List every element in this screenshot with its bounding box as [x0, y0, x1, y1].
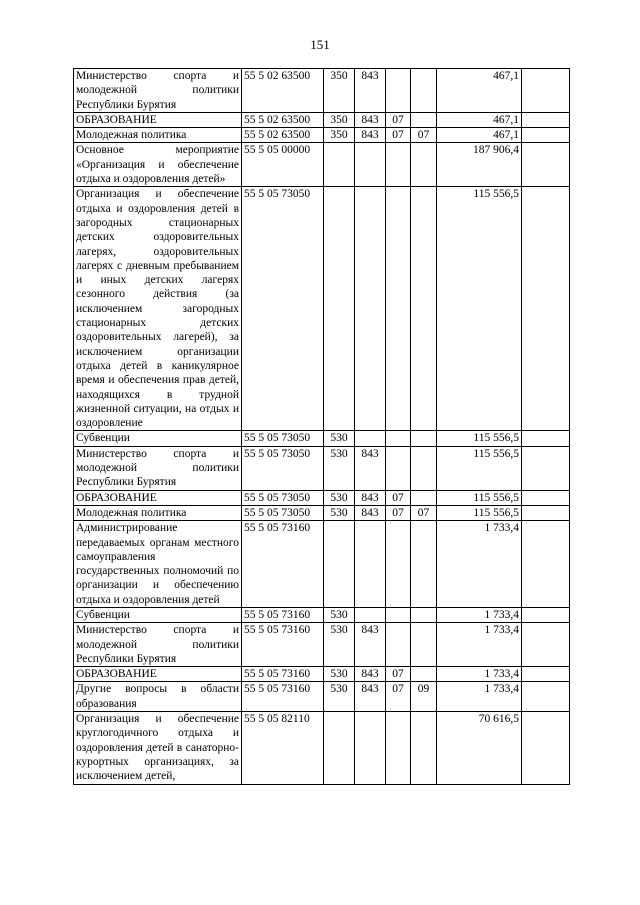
table-row	[74, 607, 570, 622]
ministry-code-cell	[355, 521, 386, 608]
expense-type-cell: 530	[324, 431, 355, 446]
target-code-cell: 55 5 05 73160	[242, 521, 324, 608]
target-code-cell: 55 5 02 63500	[242, 128, 324, 143]
ministry-code-cell	[355, 712, 386, 784]
amount-cell: 115 556,5	[437, 446, 522, 490]
table-row	[74, 623, 570, 667]
budget-table	[73, 68, 570, 785]
amount-cell: 115 556,5	[437, 505, 522, 520]
extra-amount-cell	[522, 682, 570, 712]
extra-amount-cell	[522, 667, 570, 682]
table-row	[74, 112, 570, 127]
amount-cell: 467,1	[437, 112, 522, 127]
target-code-cell: 55 5 05 73160	[242, 623, 324, 667]
expense-type-cell	[324, 521, 355, 608]
target-code-cell: 55 5 02 63500	[242, 112, 324, 127]
row-name-cell: Министерство спорта и молодежной политики Республики Бурятия	[74, 446, 242, 490]
amount-cell: 1 733,4	[437, 667, 522, 682]
expense-type-cell: 530	[324, 505, 355, 520]
row-name-cell: Организация и обеспечение отдыха и оздоровления детей в загородных стационарных детских оздоровительных лагерях, оздоровительных лагерях с дневным пребыванием и иных детских лагерях сезонного действия (за исключением загородных стационарных детских оздоровительных лагерей), за исключением организации отдыха детей в каникулярное время и обеспечения прав детей, находящихся в трудной жизненной ситуации, на отдых и оздоровление	[74, 187, 242, 431]
row-name-cell: Другие вопросы в области образования	[74, 682, 242, 712]
row-name-cell: Основное мероприятие «Организация и обеспечение отдыха и оздоровления детей»	[74, 143, 242, 187]
table-body	[74, 69, 570, 785]
section-cell	[386, 521, 411, 608]
ministry-code-cell: 843	[355, 623, 386, 667]
section-cell	[386, 623, 411, 667]
row-name-cell: Молодежная политика	[74, 505, 242, 520]
table-row	[74, 69, 570, 113]
amount-cell: 467,1	[437, 69, 522, 113]
section-cell	[386, 69, 411, 113]
subsection-cell	[411, 712, 437, 784]
section-cell	[386, 143, 411, 187]
row-name-cell: ОБРАЗОВАНИЕ	[74, 112, 242, 127]
expense-type-cell: 350	[324, 128, 355, 143]
table-row	[74, 521, 570, 608]
section-cell: 07	[386, 667, 411, 682]
subsection-cell	[411, 143, 437, 187]
extra-amount-cell	[522, 623, 570, 667]
amount-cell: 115 556,5	[437, 187, 522, 431]
expense-type-cell: 530	[324, 607, 355, 622]
section-cell	[386, 607, 411, 622]
expense-type-cell: 530	[324, 682, 355, 712]
expense-type-cell	[324, 712, 355, 784]
extra-amount-cell	[522, 446, 570, 490]
amount-cell: 70 616,5	[437, 712, 522, 784]
ministry-code-cell: 843	[355, 128, 386, 143]
table-row	[74, 490, 570, 505]
row-name-cell: Администрирование передаваемых органам местного самоуправления государственных полномочий по организации и обеспечению отдыха и оздоровления детей	[74, 521, 242, 608]
section-cell	[386, 712, 411, 784]
expense-type-cell	[324, 187, 355, 431]
extra-amount-cell	[522, 505, 570, 520]
extra-amount-cell	[522, 69, 570, 113]
row-name-cell: Молодежная политика	[74, 128, 242, 143]
extra-amount-cell	[522, 607, 570, 622]
row-name-cell: ОБРАЗОВАНИЕ	[74, 667, 242, 682]
row-name-cell: Субвенции	[74, 431, 242, 446]
ministry-code-cell	[355, 431, 386, 446]
extra-amount-cell	[522, 712, 570, 784]
table-row	[74, 682, 570, 712]
expense-type-cell: 530	[324, 490, 355, 505]
subsection-cell	[411, 112, 437, 127]
page-number: 151	[310, 37, 330, 52]
amount-cell: 115 556,5	[437, 490, 522, 505]
ministry-code-cell: 843	[355, 446, 386, 490]
ministry-code-cell: 843	[355, 682, 386, 712]
section-cell	[386, 187, 411, 431]
table-row	[74, 187, 570, 431]
table-row	[74, 667, 570, 682]
amount-cell: 1 733,4	[437, 521, 522, 608]
amount-cell: 1 733,4	[437, 623, 522, 667]
ministry-code-cell: 843	[355, 112, 386, 127]
expense-type-cell: 530	[324, 623, 355, 667]
section-cell: 07	[386, 682, 411, 712]
section-cell	[386, 446, 411, 490]
subsection-cell	[411, 623, 437, 667]
subsection-cell: 09	[411, 682, 437, 712]
expense-type-cell: 350	[324, 112, 355, 127]
section-cell	[386, 431, 411, 446]
extra-amount-cell	[522, 187, 570, 431]
subsection-cell	[411, 431, 437, 446]
row-name-cell: ОБРАЗОВАНИЕ	[74, 490, 242, 505]
subsection-cell: 07	[411, 128, 437, 143]
row-name-cell: Министерство спорта и молодежной политики Республики Бурятия	[74, 623, 242, 667]
target-code-cell: 55 5 05 73160	[242, 607, 324, 622]
target-code-cell: 55 5 05 73050	[242, 187, 324, 431]
target-code-cell: 55 5 05 00000	[242, 143, 324, 187]
table-row	[74, 128, 570, 143]
section-cell: 07	[386, 505, 411, 520]
table-row	[74, 505, 570, 520]
amount-cell: 467,1	[437, 128, 522, 143]
table-row	[74, 143, 570, 187]
ministry-code-cell	[355, 187, 386, 431]
amount-cell: 187 906,4	[437, 143, 522, 187]
subsection-cell	[411, 521, 437, 608]
expense-type-cell: 530	[324, 667, 355, 682]
target-code-cell: 55 5 05 73050	[242, 431, 324, 446]
target-code-cell: 55 5 02 63500	[242, 69, 324, 113]
amount-cell: 1 733,4	[437, 607, 522, 622]
row-name-cell: Министерство спорта и молодежной политики Республики Бурятия	[74, 69, 242, 113]
expense-type-cell	[324, 143, 355, 187]
ministry-code-cell	[355, 607, 386, 622]
amount-cell: 1 733,4	[437, 682, 522, 712]
section-cell: 07	[386, 128, 411, 143]
extra-amount-cell	[522, 143, 570, 187]
target-code-cell: 55 5 05 82110	[242, 712, 324, 784]
expense-type-cell: 530	[324, 446, 355, 490]
extra-amount-cell	[522, 431, 570, 446]
target-code-cell: 55 5 05 73050	[242, 446, 324, 490]
subsection-cell	[411, 69, 437, 113]
subsection-cell	[411, 607, 437, 622]
section-cell: 07	[386, 112, 411, 127]
subsection-cell	[411, 187, 437, 431]
table-row	[74, 712, 570, 784]
target-code-cell: 55 5 05 73160	[242, 682, 324, 712]
extra-amount-cell	[522, 521, 570, 608]
subsection-cell: 07	[411, 505, 437, 520]
section-cell: 07	[386, 490, 411, 505]
expense-type-cell: 350	[324, 69, 355, 113]
ministry-code-cell: 843	[355, 490, 386, 505]
target-code-cell: 55 5 05 73050	[242, 490, 324, 505]
row-name-cell: Организация и обеспечение круглогодичного отдыха и оздоровления детей в санаторно-курортных организациях, за исключением детей,	[74, 712, 242, 784]
target-code-cell: 55 5 05 73160	[242, 667, 324, 682]
target-code-cell: 55 5 05 73050	[242, 505, 324, 520]
extra-amount-cell	[522, 112, 570, 127]
subsection-cell	[411, 490, 437, 505]
ministry-code-cell: 843	[355, 69, 386, 113]
ministry-code-cell: 843	[355, 505, 386, 520]
ministry-code-cell	[355, 143, 386, 187]
ministry-code-cell: 843	[355, 667, 386, 682]
subsection-cell	[411, 446, 437, 490]
table-row	[74, 431, 570, 446]
row-name-cell: Субвенции	[74, 607, 242, 622]
extra-amount-cell	[522, 490, 570, 505]
table-row	[74, 446, 570, 490]
subsection-cell	[411, 667, 437, 682]
amount-cell: 115 556,5	[437, 431, 522, 446]
extra-amount-cell	[522, 128, 570, 143]
